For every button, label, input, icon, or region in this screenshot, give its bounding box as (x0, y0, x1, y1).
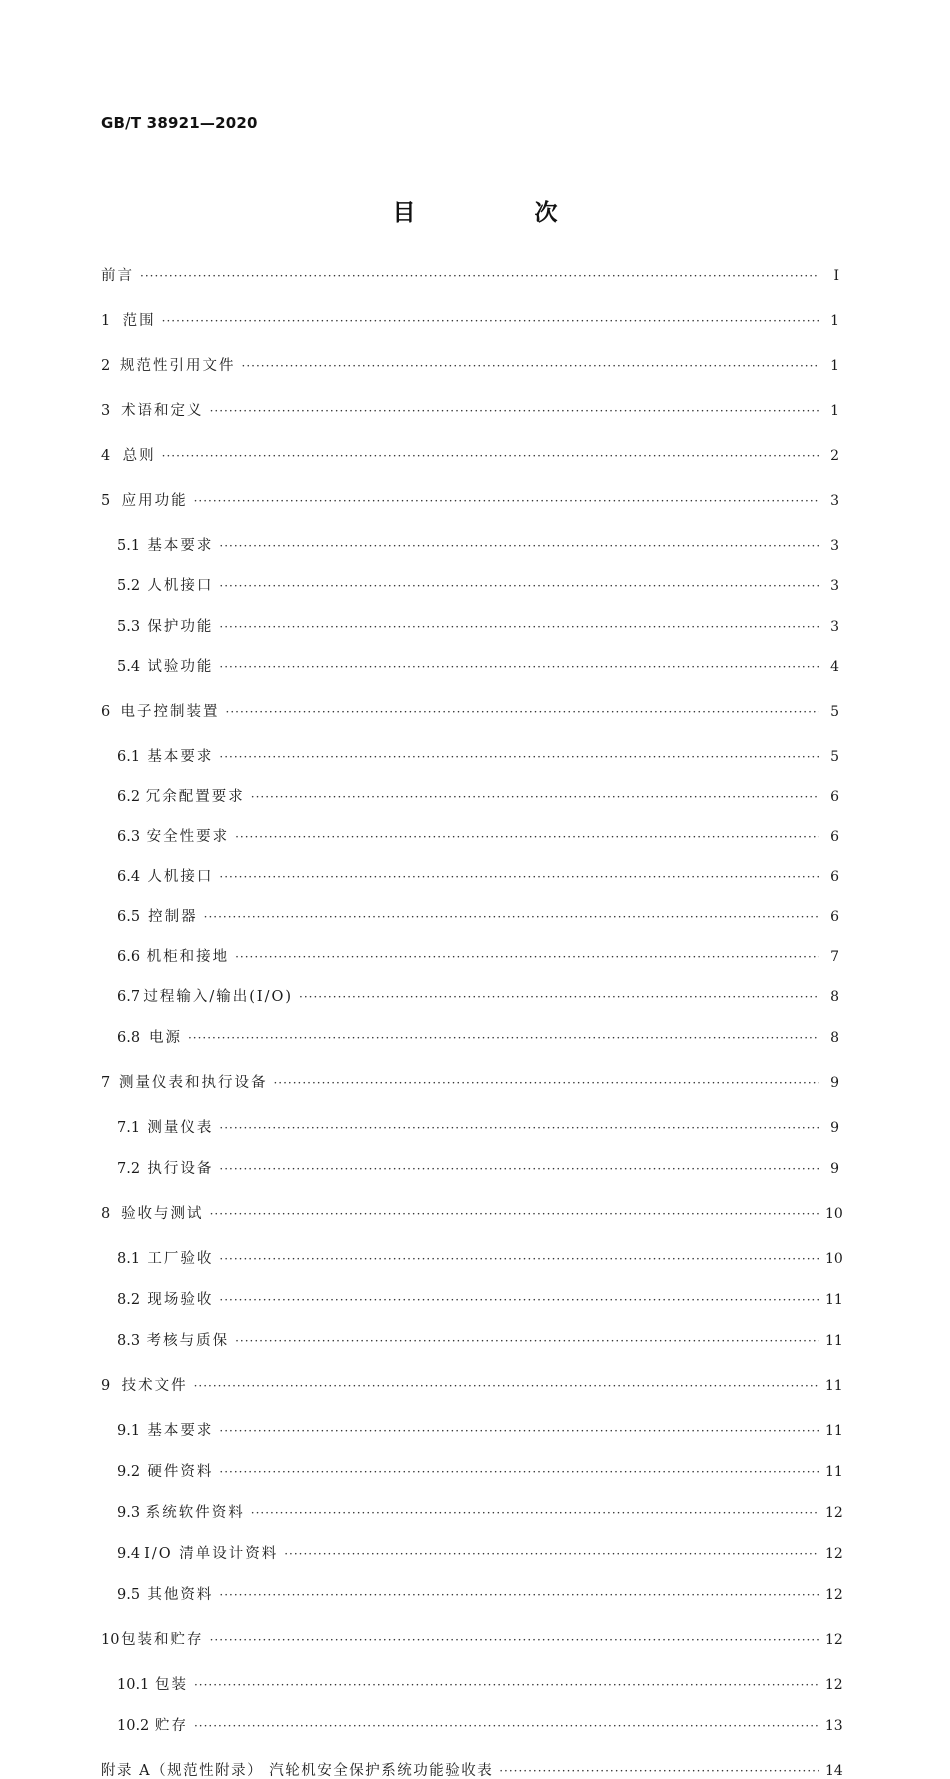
toc-entry[interactable] (101, 1292, 843, 1308)
toc-section-number: 10 (101, 1632, 120, 1648)
toc-section-title: 基本要求 (147, 538, 214, 554)
toc-section-title: 应用功能 (121, 493, 188, 509)
toc-entry[interactable] (101, 789, 839, 805)
page-title: 目 次 (392, 200, 606, 226)
toc-section-title: 冗余配置要求 (145, 789, 245, 805)
toc-entry[interactable] (101, 493, 839, 509)
toc-section-number: 6.7 (117, 989, 141, 1005)
toc-page-number: 11 (825, 1333, 843, 1349)
toc-section-title: 测量仪表 (147, 1120, 214, 1136)
dot-leader (204, 909, 819, 925)
toc-section-title: 包装和贮存 (121, 1632, 204, 1648)
toc-page-number: 13 (824, 1718, 843, 1734)
toc-section-title: 总则 (122, 448, 156, 464)
toc-section-number: 8.1 (117, 1251, 141, 1267)
toc-section-number: 5.2 (117, 578, 141, 594)
toc-page-number: 11 (824, 1378, 843, 1394)
dot-leader (194, 1677, 819, 1693)
toc-page-number: 5 (830, 749, 839, 765)
toc-entry[interactable] (101, 1333, 843, 1349)
toc-section-title: 技术文件 (121, 1378, 188, 1394)
toc-page-number: 6 (830, 829, 839, 845)
toc-entry[interactable] (101, 1423, 843, 1439)
toc-entry[interactable] (101, 869, 839, 885)
toc-section-number: 5.3 (117, 619, 141, 635)
toc-page-number: 10 (825, 1206, 843, 1222)
toc-entry[interactable] (101, 1030, 839, 1046)
toc-section-title: 控制器 (148, 909, 198, 925)
toc-section-title: 过程输入/输出(I/O) (143, 989, 294, 1005)
dot-leader (219, 1251, 819, 1267)
toc-section-number: 9.3 (117, 1505, 141, 1521)
toc-entry[interactable] (101, 1546, 843, 1562)
toc-page-number: 8 (830, 1030, 839, 1046)
toc-page-number: 12 (825, 1632, 843, 1648)
dot-leader (273, 1075, 819, 1091)
dot-leader (219, 1423, 819, 1439)
toc-entry[interactable] (101, 909, 839, 925)
toc-section-number: 6.5 (117, 909, 141, 925)
toc-page-number: 11 (825, 1292, 843, 1308)
toc-section-number: 6.6 (117, 949, 141, 965)
toc-section-number: 6.4 (117, 869, 141, 885)
dot-leader (219, 1292, 819, 1308)
toc-page-number: 9 (830, 1120, 839, 1136)
toc-page-number: 4 (830, 659, 839, 675)
toc-page-number: 9 (830, 1161, 839, 1177)
toc-page-number: 10 (825, 1251, 843, 1267)
dot-leader (251, 1505, 819, 1521)
toc-page-number: 1 (830, 358, 839, 374)
toc-section-number: 8.3 (117, 1333, 141, 1349)
toc-page-number: 3 (830, 619, 839, 635)
toc-entry[interactable] (101, 1587, 843, 1603)
dot-leader (299, 989, 819, 1005)
toc-section-title: 系统软件资料 (145, 1505, 245, 1521)
toc-section-title: 其他资料 (147, 1587, 214, 1603)
toc-section-title: 前言 (101, 268, 134, 284)
toc-section-title: 硬件资料 (147, 1464, 214, 1480)
dot-leader (162, 313, 819, 329)
toc-section-number: 6.3 (117, 829, 141, 845)
toc-entry[interactable] (101, 1075, 839, 1091)
toc-section-number: 10.2 (117, 1718, 150, 1734)
toc-section-title: 人机接口 (147, 869, 214, 885)
toc-section-number: 5.4 (117, 659, 141, 675)
toc-entry[interactable] (101, 1763, 843, 1779)
toc-section-number: 5.1 (117, 538, 141, 554)
toc-section-title: 执行设备 (147, 1161, 214, 1177)
toc-section-number: 8.2 (117, 1292, 141, 1308)
toc-section-title: 保护功能 (147, 619, 214, 635)
toc-section-title: 贮存 (154, 1718, 188, 1734)
toc-page-number: 1 (830, 403, 839, 419)
dot-leader (210, 403, 819, 419)
toc-page-number: I (833, 268, 839, 284)
toc-section-number: 2 (101, 358, 111, 374)
toc-section-number: 9 (101, 1378, 111, 1394)
toc-entry[interactable] (101, 578, 839, 594)
toc-section-number: 3 (101, 403, 111, 419)
toc-section-title: 术语和定义 (121, 403, 204, 419)
toc-section-number: 7 (101, 1075, 111, 1091)
toc-entry[interactable] (101, 1718, 843, 1734)
toc-page-number: 3 (830, 493, 839, 509)
dot-leader (219, 749, 819, 765)
toc-entry[interactable] (101, 1161, 839, 1177)
toc-page-number: 9 (830, 1075, 839, 1091)
toc-section-number: 9.4 (117, 1546, 141, 1562)
toc-page-number: 14 (825, 1763, 843, 1779)
dot-leader (210, 1632, 819, 1648)
toc-section-number: 4 (101, 448, 111, 464)
toc-section-title: 规范性引用文件 (120, 358, 236, 374)
toc-page-number: 6 (830, 789, 839, 805)
toc-page-number: 3 (830, 578, 839, 594)
toc-section-number: 9.1 (117, 1423, 141, 1439)
toc-section-number: 9.5 (117, 1587, 141, 1603)
toc-section-number: 7.2 (117, 1161, 141, 1177)
toc-page-number: 6 (830, 909, 839, 925)
dot-leader (219, 1120, 819, 1136)
toc-entry[interactable] (101, 1378, 843, 1394)
toc-section-number: 10.1 (117, 1677, 150, 1693)
toc-entry[interactable] (101, 358, 839, 374)
toc-section-title: 试验功能 (147, 659, 214, 675)
toc-section-title: 基本要求 (147, 1423, 214, 1439)
toc-page-number: 12 (824, 1677, 843, 1693)
toc-section-title: 考核与质保 (146, 1333, 230, 1349)
toc-section-title: 电源 (148, 1030, 182, 1046)
dot-leader (242, 358, 819, 374)
toc-section-title: 人机接口 (147, 578, 214, 594)
dot-leader (162, 448, 819, 464)
toc-entry[interactable] (101, 989, 839, 1005)
toc-entry[interactable] (101, 949, 839, 965)
toc-page-number: 2 (830, 448, 839, 464)
toc-section-title: 安全性要求 (146, 829, 230, 845)
toc-section-title: 范围 (122, 313, 156, 329)
toc-section-title: 机柜和接地 (146, 949, 230, 965)
toc-section-number: 6 (101, 704, 111, 720)
toc-entry[interactable] (101, 448, 839, 464)
toc-entry[interactable] (101, 659, 839, 675)
dot-leader (499, 1763, 819, 1779)
toc-page-number: 1 (830, 313, 839, 329)
toc-entry[interactable] (101, 1677, 843, 1693)
table-of-contents (101, 268, 843, 1779)
toc-section-number: 6.2 (117, 789, 141, 805)
toc-page-number: 6 (830, 869, 839, 885)
dot-leader (235, 1333, 819, 1349)
dot-leader (284, 1546, 819, 1562)
toc-section-title: 基本要求 (147, 749, 214, 765)
toc-section-title: 测量仪表和执行设备 (118, 1075, 268, 1091)
dot-leader (235, 949, 819, 965)
toc-entry[interactable] (101, 403, 839, 419)
toc-section-number: 6.1 (117, 749, 141, 765)
dot-leader (219, 1161, 819, 1177)
toc-page-number: 11 (825, 1423, 843, 1439)
dot-leader (210, 1206, 819, 1222)
dot-leader (219, 869, 819, 885)
toc-section-title: 验收与测试 (121, 1206, 204, 1222)
toc-entry[interactable] (101, 538, 839, 554)
toc-entry[interactable] (101, 829, 839, 845)
toc-entry[interactable] (101, 1632, 843, 1648)
dot-leader (140, 268, 819, 284)
dot-leader (219, 578, 819, 594)
dot-leader (188, 1030, 819, 1046)
toc-entry[interactable] (101, 1120, 839, 1136)
toc-section-number: 8 (101, 1206, 111, 1222)
dot-leader (219, 1464, 819, 1480)
toc-section-number: 1 (101, 313, 111, 329)
toc-section-number: 7.1 (117, 1120, 141, 1136)
toc-section-number: 5 (101, 493, 111, 509)
toc-entry[interactable] (101, 313, 839, 329)
toc-page-number: 12 (825, 1546, 843, 1562)
dot-leader (226, 704, 819, 720)
toc-section-number: 6.8 (117, 1030, 141, 1046)
toc-section-title: I/O 清单设计资料 (144, 1546, 279, 1562)
toc-section-title: 附录 A（规范性附录） 汽轮机安全保护系统功能验收表 (101, 1763, 494, 1779)
toc-page-number: 11 (825, 1464, 843, 1480)
toc-section-title: 现场验收 (147, 1292, 214, 1308)
toc-entry[interactable] (101, 619, 839, 635)
toc-section-number: 9.2 (117, 1464, 141, 1480)
toc-page-number: 12 (825, 1587, 843, 1603)
dot-leader (219, 1587, 819, 1603)
toc-entry[interactable] (101, 749, 839, 765)
dot-leader (219, 619, 819, 635)
toc-section-title: 包装 (154, 1677, 188, 1693)
dot-leader (194, 1718, 819, 1734)
toc-page-number: 3 (830, 538, 839, 554)
dot-leader (194, 493, 819, 509)
dot-leader (219, 538, 819, 554)
toc-entry[interactable] (101, 1464, 843, 1480)
dot-leader (251, 789, 819, 805)
standard-code: GB/T 38921—2020 (101, 114, 258, 132)
toc-page-number: 5 (830, 704, 839, 720)
toc-section-title: 电子控制装置 (120, 704, 220, 720)
dot-leader (235, 829, 819, 845)
toc-page-number: 7 (830, 949, 839, 965)
toc-entry[interactable] (101, 704, 839, 720)
toc-page-number: 8 (830, 989, 839, 1005)
toc-entry[interactable] (101, 1206, 843, 1222)
toc-entry[interactable] (101, 1251, 843, 1267)
toc-entry[interactable] (101, 1505, 843, 1521)
dot-leader (194, 1378, 819, 1394)
toc-page-number: 12 (825, 1505, 843, 1521)
toc-entry[interactable] (101, 268, 839, 284)
toc-section-title: 工厂验收 (147, 1251, 214, 1267)
dot-leader (219, 659, 819, 675)
